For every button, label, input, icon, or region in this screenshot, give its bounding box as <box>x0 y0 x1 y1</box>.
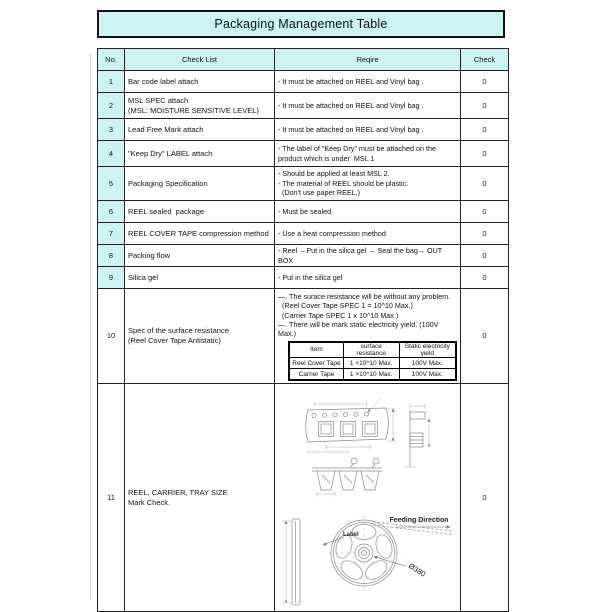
table-row <box>98 223 509 245</box>
no-cell: 7 <box>98 223 125 245</box>
require-cell-drawing <box>275 384 461 612</box>
checklist-table <box>97 48 509 612</box>
check-cell: 0 <box>461 201 509 223</box>
require-line: - Must be sealed. <box>278 206 334 216</box>
page-title: Packaging Management Table <box>97 10 505 38</box>
print-boundary-line <box>90 54 91 600</box>
require-cell <box>275 267 461 289</box>
check-list-text: Silica gel <box>128 272 159 282</box>
table-row <box>98 93 509 119</box>
require-line: —. There will be mark static electricity yield. (100V Max.) <box>278 320 441 339</box>
check-cell: 0 <box>461 141 509 167</box>
column-header-no: No. <box>98 49 125 71</box>
check-list-text: Lead Free Mark attach <box>128 124 204 134</box>
check-list-text: Bar code label attach <box>128 76 199 86</box>
require-line: (Reel Cover Tape SPEC 1 = 10^10 Max.) <box>278 301 413 311</box>
require-line: (Don't use paper REEL.) <box>278 188 361 198</box>
require-line: (Carrier Tape SPEC 1 x 10^10 Max.) <box>278 310 399 320</box>
check-cell: 0 <box>461 384 509 612</box>
check-list-text: REEL sealed package <box>128 206 205 216</box>
check-list-text: REEL COVER TAPE compression method <box>128 228 269 238</box>
reel-side-view <box>282 519 300 605</box>
require-cell <box>275 141 461 167</box>
check-list-cell <box>125 93 275 119</box>
require-line: product which is under MSL 1 <box>278 153 375 163</box>
check-list-cell <box>125 119 275 141</box>
subtable-cell: 100V Max. <box>399 358 456 369</box>
no-cell: 11 <box>98 384 125 612</box>
no-cell: 1 <box>98 71 125 93</box>
check-cell: 0 <box>461 245 509 267</box>
no-cell: 6 <box>98 201 125 223</box>
table-row <box>98 267 509 289</box>
subtable-row <box>289 369 456 381</box>
check-list-text: Mark Check. <box>128 497 171 507</box>
check-list-text: Spec of the surface resistance <box>128 326 229 336</box>
check-list-cell <box>125 384 275 612</box>
check-list-text: Packing flow <box>128 250 171 260</box>
resistance-subtable <box>288 341 457 381</box>
table-row <box>98 245 509 267</box>
check-list-text: MSL SPEC attach <box>128 95 189 105</box>
check-list-cell <box>125 201 275 223</box>
check-list-text: Packaging Specification <box>128 178 208 188</box>
table-row <box>98 119 509 141</box>
header-row <box>98 49 509 71</box>
require-line: - It must be attached on REEL and Vinyl bag . <box>278 124 424 134</box>
check-list-text: (Reel Cover Tape Antistatic) <box>128 336 221 346</box>
subtable-header: surface resistance <box>343 342 399 358</box>
require-cell <box>275 71 461 93</box>
subtable-header: Static electricity yield <box>399 342 456 358</box>
no-cell: 10 <box>98 289 125 384</box>
check-list-cell <box>125 245 275 267</box>
no-cell: 4 <box>98 141 125 167</box>
check-list-cell <box>125 167 275 201</box>
check-cell: 0 <box>461 289 509 384</box>
no-cell: 8 <box>98 245 125 267</box>
require-line: - Reel →Put in the silica gel → Seal the bag→ OUT BOX <box>278 246 445 265</box>
table-row <box>98 71 509 93</box>
require-cell <box>275 289 461 384</box>
require-cell <box>275 245 461 267</box>
sprocket-holes <box>312 412 369 418</box>
no-cell: 5 <box>98 167 125 201</box>
subtable-cell: 1 ×10^10 Max. <box>343 358 399 369</box>
tape-section-view <box>404 404 429 468</box>
require-cell <box>275 201 461 223</box>
reel-carrier-drawing <box>278 385 457 610</box>
reel-diameter-label: Ø380 <box>406 561 428 579</box>
table-row <box>98 289 509 384</box>
no-cell: 9 <box>98 267 125 289</box>
check-list-text: (MSL: MOISTURE SENSITIVE LEVEL) <box>128 105 259 115</box>
table-row <box>98 167 509 201</box>
subtable-cell: Carrier Tape <box>289 369 343 381</box>
require-line: - It must be attached on REEL and Vinyl bag . <box>278 100 424 110</box>
require-line: - It must be attached on REEL and Vinyl bag . <box>278 76 424 86</box>
require-cell <box>275 167 461 201</box>
column-header-check-list: Check List <box>125 49 275 71</box>
feeding-direction-label: Feeding Direction <box>389 517 449 525</box>
reel-label-text: Label <box>343 532 359 539</box>
table-row <box>98 384 509 612</box>
require-line: - Should be applied at least MSL 2. <box>278 169 390 179</box>
require-cell <box>275 119 461 141</box>
subtable-header: Item <box>289 342 343 358</box>
check-cell: 0 <box>461 119 509 141</box>
subtable-cell: 1 ×10^10 Max. <box>343 369 399 381</box>
check-list-cell <box>125 289 275 384</box>
require-line: - Put in the silica gel <box>278 272 343 282</box>
check-cell: 0 <box>461 167 509 201</box>
check-cell: 0 <box>461 93 509 119</box>
no-cell: 3 <box>98 119 125 141</box>
require-line: - The material of REEL should be plastic. <box>278 178 409 188</box>
tape-pockets <box>319 422 378 437</box>
require-cell <box>275 93 461 119</box>
require-line: —. The surace resistance will be without any problem. <box>278 292 451 301</box>
subtable-header-row <box>289 342 456 358</box>
check-list-cell <box>125 71 275 93</box>
check-cell: 0 <box>461 71 509 93</box>
table-row <box>98 141 509 167</box>
reel-front-view <box>328 515 401 592</box>
check-cell: 0 <box>461 267 509 289</box>
column-header-require: Reqire <box>275 49 461 71</box>
subtable-cell: Reel Cover Tape <box>289 358 343 369</box>
table-row <box>98 201 509 223</box>
require-line: - The label of "Keep Dry" must be attached on the <box>278 144 436 154</box>
require-cell <box>275 223 461 245</box>
no-cell: 2 <box>98 93 125 119</box>
check-list-cell <box>125 223 275 245</box>
pocket-cross-section <box>312 458 382 497</box>
check-cell: 0 <box>461 223 509 245</box>
check-list-cell <box>125 141 275 167</box>
check-list-cell <box>125 267 275 289</box>
column-header-check: Check <box>461 49 509 71</box>
subtable-row <box>289 358 456 369</box>
subtable-cell: 100V Max. <box>399 369 456 381</box>
check-list-text: REEL, CARRIER, TRAY SIZE <box>128 487 228 497</box>
require-line: - Use a heat compression method <box>278 228 386 238</box>
check-list-text: "Keep Dry" LABEL attach <box>128 148 213 158</box>
